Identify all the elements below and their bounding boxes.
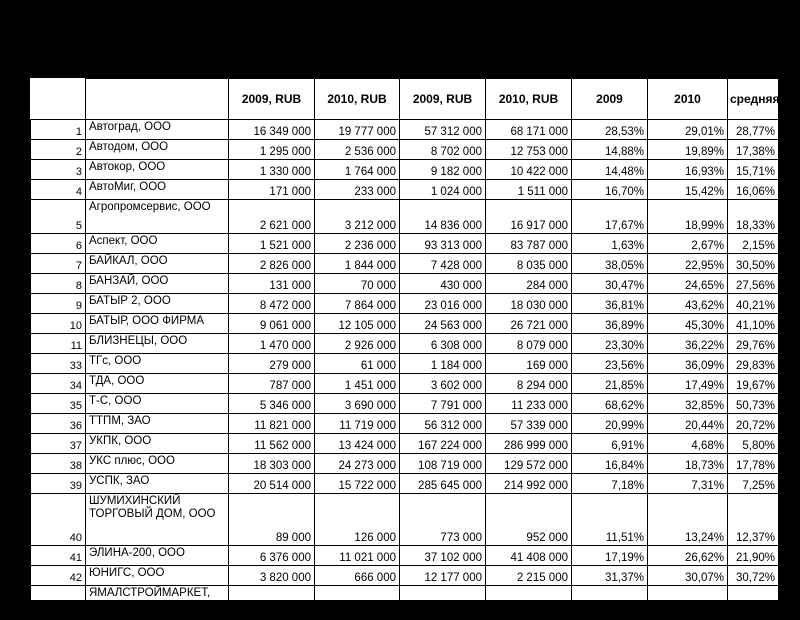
value-2009-rub-b-cell: 93 313 000 <box>400 234 486 254</box>
table-row <box>31 274 779 294</box>
percent-2009-cell: 17,19% <box>572 546 648 566</box>
row-index-cell: 6 <box>31 234 86 254</box>
table-row <box>31 566 779 586</box>
value-2010-rub-b-cell: 286 999 000 <box>486 434 572 454</box>
table-row <box>31 140 779 160</box>
company-name-cell: Автоград, ООО <box>86 120 229 140</box>
value-2009-rub-b-cell: 108 719 000 <box>400 454 486 474</box>
percent-2010-cell: 22,95% <box>648 254 728 274</box>
average-cell: 7,25% <box>728 474 779 494</box>
table-row <box>31 234 779 254</box>
value-2009-rub-b-cell: 773 000 <box>400 494 486 546</box>
average-cell: 28,77% <box>728 120 779 140</box>
value-2009-rub-b-cell: 23 016 000 <box>400 294 486 314</box>
value-2009-rub-b-cell: 56 312 000 <box>400 414 486 434</box>
company-name-cell: БАЙКАЛ, ООО <box>86 254 229 274</box>
company-name-cell: Т-С, ООО <box>86 394 229 414</box>
value-2009-rub-a-cell: 89 000 <box>229 494 315 546</box>
value-2010-rub-a-cell: 2 926 000 <box>315 334 400 354</box>
value-2010-rub-b-cell: 16 917 000 <box>486 200 572 234</box>
table-row <box>31 254 779 274</box>
average-cell: 12,37% <box>728 494 779 546</box>
value-2010-rub-a-cell: 19 777 000 <box>315 120 400 140</box>
average-cell: 29,83% <box>728 354 779 374</box>
table-body <box>31 120 779 620</box>
value-2010-rub-b-cell: 8 035 000 <box>486 254 572 274</box>
percent-2010-cell: 19,89% <box>648 140 728 160</box>
row-index-cell: 35 <box>31 394 86 414</box>
row-index-cell: 11 <box>31 334 86 354</box>
table-row <box>31 434 779 454</box>
row-index-cell: 4 <box>31 180 86 200</box>
percent-2009-cell: 7,33% <box>572 586 648 620</box>
company-name-cell: УКС плюс, ООО <box>86 454 229 474</box>
average-cell: 18,33% <box>728 200 779 234</box>
row-index-cell: 10 <box>31 314 86 334</box>
table-row <box>31 454 779 474</box>
table-row <box>31 334 779 354</box>
percent-2009-cell: 14,48% <box>572 160 648 180</box>
value-2010-rub-a-cell: 12 105 000 <box>315 314 400 334</box>
percent-2010-cell: 29,01% <box>648 120 728 140</box>
percent-2010-cell: 43,62% <box>648 294 728 314</box>
value-2010-rub-a-cell: 1 451 000 <box>315 374 400 394</box>
value-2010-rub-a-cell: 233 000 <box>315 180 400 200</box>
row-index-cell: 37 <box>31 434 86 454</box>
company-name-cell: ТГс, ООО <box>86 354 229 374</box>
row-index-cell: 34 <box>31 374 86 394</box>
row-index-cell <box>31 586 86 620</box>
value-2010-rub-a-cell: 61 000 <box>315 354 400 374</box>
row-index-cell: 41 <box>31 546 86 566</box>
value-2009-rub-a-cell: 2 826 000 <box>229 254 315 274</box>
value-2010-rub-b-cell: 26 721 000 <box>486 314 572 334</box>
percent-2010-cell: 7,31% <box>648 474 728 494</box>
company-name-cell: ЮНИГС, ООО <box>86 566 229 586</box>
value-2009-rub-b-cell: 167 224 000 <box>400 434 486 454</box>
value-2009-rub-a-cell: 11 821 000 <box>229 414 315 434</box>
percent-2009-cell: 7,18% <box>572 474 648 494</box>
percent-2010-cell: 4,68% <box>648 434 728 454</box>
table-row <box>31 546 779 566</box>
company-name-cell: УСПК, ЗАО <box>86 474 229 494</box>
value-2010-rub-b-cell: 952 000 <box>486 494 572 546</box>
average-cell: 17,38% <box>728 140 779 160</box>
table-row <box>31 120 779 140</box>
value-2009-rub-b-cell: 1 024 000 <box>400 180 486 200</box>
value-2009-rub-a-cell: 9 061 000 <box>229 314 315 334</box>
percent-2010-cell: 20,44% <box>648 414 728 434</box>
value-2010-rub-b-cell: 2 215 000 <box>486 566 572 586</box>
value-2010-rub-a-cell: 2 536 000 <box>315 140 400 160</box>
company-name-cell: Автодом, ООО <box>86 140 229 160</box>
value-2010-rub-a-cell: 666 000 <box>315 566 400 586</box>
average-cell: 27,56% <box>728 274 779 294</box>
value-2010-rub-b-cell: 10 422 000 <box>486 160 572 180</box>
percent-2010-cell: 16,93% <box>648 160 728 180</box>
header-row <box>31 79 779 120</box>
value-2009-rub-b-cell: 12 177 000 <box>400 566 486 586</box>
table-row <box>31 314 779 334</box>
value-2009-rub-b-cell: 285 645 000 <box>400 474 486 494</box>
percent-2010-cell: 18,99% <box>648 200 728 234</box>
percent-2009-cell: 1,63% <box>572 234 648 254</box>
percent-2009-cell: 68,62% <box>572 394 648 414</box>
average-cell: 15,71% <box>728 160 779 180</box>
percent-2009-cell: 36,81% <box>572 294 648 314</box>
value-2009-rub-a-cell: 6 376 000 <box>229 546 315 566</box>
row-index-cell: 5 <box>31 200 86 234</box>
value-2010-rub-a-cell: 2 236 000 <box>315 234 400 254</box>
company-name-cell: ТДА, ООО <box>86 374 229 394</box>
value-2009-rub-b-cell: 7 791 000 <box>400 394 486 414</box>
percent-2010-cell: 36,22% <box>648 334 728 354</box>
value-2010-rub-a-cell: 7 864 000 <box>315 294 400 314</box>
company-name-cell: БАТЫР, ООО ФИРМА <box>86 314 229 334</box>
value-2009-rub-b-cell: 6 308 000 <box>400 334 486 354</box>
value-2009-rub-a-cell: 5 346 000 <box>229 394 315 414</box>
average-cell: 19,67% <box>728 374 779 394</box>
value-2009-rub-a-cell: 1 295 000 <box>229 140 315 160</box>
value-2009-rub-a-cell: 131 000 <box>229 274 315 294</box>
value-2010-rub-b-cell: 536 760 000 <box>486 586 572 620</box>
row-index-cell: 40 <box>31 494 86 546</box>
average-cell: 29,76% <box>728 334 779 354</box>
company-name-cell: БЛИЗНЕЦЫ, ООО <box>86 334 229 354</box>
row-index-cell: 8 <box>31 274 86 294</box>
value-2010-rub-a-cell: 13 424 000 <box>315 434 400 454</box>
header-cell-2009: 2009 <box>572 79 648 120</box>
company-name-cell: ЭЛИНА-200, ООО <box>86 546 229 566</box>
value-2010-rub-b-cell: 18 030 000 <box>486 294 572 314</box>
average-cell: 50,73% <box>728 394 779 414</box>
value-2010-rub-b-cell: 41 408 000 <box>486 546 572 566</box>
value-2009-rub-a-cell: 20 514 000 <box>229 474 315 494</box>
table-row <box>31 586 779 620</box>
value-2010-rub-a-cell: 70 000 <box>315 274 400 294</box>
row-index-cell: 39 <box>31 474 86 494</box>
value-2010-rub-a-cell: 15 722 000 <box>315 474 400 494</box>
value-2010-rub-b-cell: 214 992 000 <box>486 474 572 494</box>
value-2009-rub-a-cell: 787 000 <box>229 374 315 394</box>
percent-2010-cell: 13,24% <box>648 494 728 546</box>
percent-2010-cell: 2,67% <box>648 234 728 254</box>
percent-2009-cell: 20,99% <box>572 414 648 434</box>
percent-2009-cell: 23,30% <box>572 334 648 354</box>
percent-2009-cell: 17,67% <box>572 200 648 234</box>
average-cell: 41,10% <box>728 314 779 334</box>
percent-2009-cell: 38,05% <box>572 254 648 274</box>
value-2010-rub-b-cell: 11 233 000 <box>486 394 572 414</box>
header-cell-2010-rub-b: 2010, RUB <box>486 79 572 120</box>
percent-2009-cell: 30,47% <box>572 274 648 294</box>
company-name-cell: ШУМИХИНСКИЙ ТОРГОВЫЙ ДОМ, ООО <box>86 494 229 546</box>
percent-2010-cell: 15,42% <box>648 180 728 200</box>
company-name-cell: ТТПМ, ЗАО <box>86 414 229 434</box>
average-cell: 30,50% <box>728 254 779 274</box>
value-2009-rub-b-cell: 8 702 000 <box>400 140 486 160</box>
value-2009-rub-a-cell: 18 303 000 <box>229 454 315 474</box>
company-name-cell: УКПК, ООО <box>86 434 229 454</box>
company-name-cell: Аспект, ООО <box>86 234 229 254</box>
average-cell: 20,72% <box>728 414 779 434</box>
table-row <box>31 474 779 494</box>
row-index-cell: 38 <box>31 454 86 474</box>
value-2010-rub-b-cell: 8 079 000 <box>486 334 572 354</box>
value-2010-rub-a-cell: 1 764 000 <box>315 160 400 180</box>
value-2010-rub-b-cell: 8 294 000 <box>486 374 572 394</box>
row-index-cell: 33 <box>31 354 86 374</box>
table-row <box>31 160 779 180</box>
value-2010-rub-b-cell: 68 171 000 <box>486 120 572 140</box>
value-2009-rub-b-cell: 3 602 000 <box>400 374 486 394</box>
percent-2009-cell: 6,91% <box>572 434 648 454</box>
header-cell-2010-rub-a: 2010, RUB <box>315 79 400 120</box>
row-index-cell: 1 <box>31 120 86 140</box>
value-2009-rub-a-cell: 2 621 000 <box>229 200 315 234</box>
percent-2009-cell: 31,37% <box>572 566 648 586</box>
table-row <box>31 394 779 414</box>
percent-2009-cell: 14,88% <box>572 140 648 160</box>
average-cell: 21,90% <box>728 546 779 566</box>
percent-2010-cell: 30,07% <box>648 566 728 586</box>
company-name-cell: АвтоМиг, ООО <box>86 180 229 200</box>
average-cell: 40,21% <box>728 294 779 314</box>
value-2009-rub-b-cell: 37 102 000 <box>400 546 486 566</box>
average-cell <box>728 586 779 620</box>
value-2009-rub-a-cell: 11 562 000 <box>229 434 315 454</box>
value-2009-rub-b-cell: 14 836 000 <box>400 200 486 234</box>
value-2010-rub-b-cell: 83 787 000 <box>486 234 572 254</box>
spreadsheet <box>30 78 780 618</box>
row-index-cell: 36 <box>31 414 86 434</box>
header-cell-average: средняя <box>728 79 779 120</box>
value-2010-rub-a-cell: 11 021 000 <box>315 546 400 566</box>
average-cell: 16,06% <box>728 180 779 200</box>
company-name-cell: Агропромсервис, ООО <box>86 200 229 234</box>
header-cell-2009-rub-a: 2009, RUB <box>229 79 315 120</box>
header-cell-index <box>31 79 86 120</box>
value-2010-rub-b-cell: 12 753 000 <box>486 140 572 160</box>
table-row <box>31 294 779 314</box>
table-row <box>31 200 779 234</box>
value-2010-rub-a-cell: 1 844 000 <box>315 254 400 274</box>
percent-2009-cell: 36,89% <box>572 314 648 334</box>
value-2010-rub-b-cell: 1 511 000 <box>486 180 572 200</box>
header-cell-name <box>86 79 229 120</box>
value-2010-rub-b-cell: 129 572 000 <box>486 454 572 474</box>
percent-2009-cell: 21,85% <box>572 374 648 394</box>
percent-2010-cell: 9,45% <box>648 586 728 620</box>
percent-2010-cell: 24,65% <box>648 274 728 294</box>
row-index-cell: 3 <box>31 160 86 180</box>
row-index-cell: 7 <box>31 254 86 274</box>
table-row <box>31 180 779 200</box>
table-row <box>31 354 779 374</box>
value-2009-rub-b-cell: 829 408 000 <box>400 586 486 620</box>
row-index-cell: 2 <box>31 140 86 160</box>
value-2010-rub-a-cell: 126 000 <box>315 494 400 546</box>
value-2010-rub-a-cell: 3 212 000 <box>315 200 400 234</box>
value-2009-rub-a-cell: 3 820 000 <box>229 566 315 586</box>
value-2010-rub-a-cell: 3 690 000 <box>315 394 400 414</box>
data-table <box>30 78 779 620</box>
value-2009-rub-a-cell: 1 470 000 <box>229 334 315 354</box>
value-2009-rub-a-cell: 279 000 <box>229 354 315 374</box>
value-2010-rub-b-cell: 169 000 <box>486 354 572 374</box>
row-index-cell: 9 <box>31 294 86 314</box>
value-2010-rub-b-cell: 284 000 <box>486 274 572 294</box>
value-2010-rub-a-cell: 11 719 000 <box>315 414 400 434</box>
average-cell: 2,15% <box>728 234 779 254</box>
table-row <box>31 494 779 546</box>
percent-2010-cell: 36,09% <box>648 354 728 374</box>
value-2009-rub-a-cell: 1 330 000 <box>229 160 315 180</box>
value-2010-rub-a-cell: 24 273 000 <box>315 454 400 474</box>
company-name-cell: БАТЫР 2, ООО <box>86 294 229 314</box>
average-cell: 30,72% <box>728 566 779 586</box>
average-cell: 5,80% <box>728 434 779 454</box>
value-2009-rub-a-cell: 60 804 000 <box>229 586 315 620</box>
company-name-cell: БАНЗАЙ, ООО <box>86 274 229 294</box>
value-2010-rub-b-cell: 57 339 000 <box>486 414 572 434</box>
company-name-cell: ЯМАЛСТРОЙМАРКЕТ, ООО <box>86 586 229 620</box>
header-cell-2009-rub-b: 2009, RUB <box>400 79 486 120</box>
table-row <box>31 414 779 434</box>
percent-2009-cell: 28,53% <box>572 120 648 140</box>
value-2009-rub-b-cell: 430 000 <box>400 274 486 294</box>
percent-2010-cell: 17,49% <box>648 374 728 394</box>
value-2009-rub-b-cell: 57 312 000 <box>400 120 486 140</box>
row-index-cell: 42 <box>31 566 86 586</box>
value-2009-rub-a-cell: 171 000 <box>229 180 315 200</box>
value-2009-rub-b-cell: 24 563 000 <box>400 314 486 334</box>
percent-2009-cell: 16,84% <box>572 454 648 474</box>
percent-2010-cell: 26,62% <box>648 546 728 566</box>
value-2009-rub-b-cell: 7 428 000 <box>400 254 486 274</box>
table-row <box>31 374 779 394</box>
percent-2010-cell: 32,85% <box>648 394 728 414</box>
percent-2009-cell: 11,51% <box>572 494 648 546</box>
value-2009-rub-a-cell: 8 472 000 <box>229 294 315 314</box>
percent-2010-cell: 18,73% <box>648 454 728 474</box>
value-2010-rub-a-cell: 50 734 000 <box>315 586 400 620</box>
value-2009-rub-a-cell: 16 349 000 <box>229 120 315 140</box>
header-cell-2010: 2010 <box>648 79 728 120</box>
value-2009-rub-a-cell: 1 521 000 <box>229 234 315 254</box>
value-2009-rub-b-cell: 1 184 000 <box>400 354 486 374</box>
percent-2009-cell: 16,70% <box>572 180 648 200</box>
average-cell: 17,78% <box>728 454 779 474</box>
percent-2010-cell: 45,30% <box>648 314 728 334</box>
percent-2009-cell: 23,56% <box>572 354 648 374</box>
value-2009-rub-b-cell: 9 182 000 <box>400 160 486 180</box>
company-name-cell: Автокор, ООО <box>86 160 229 180</box>
